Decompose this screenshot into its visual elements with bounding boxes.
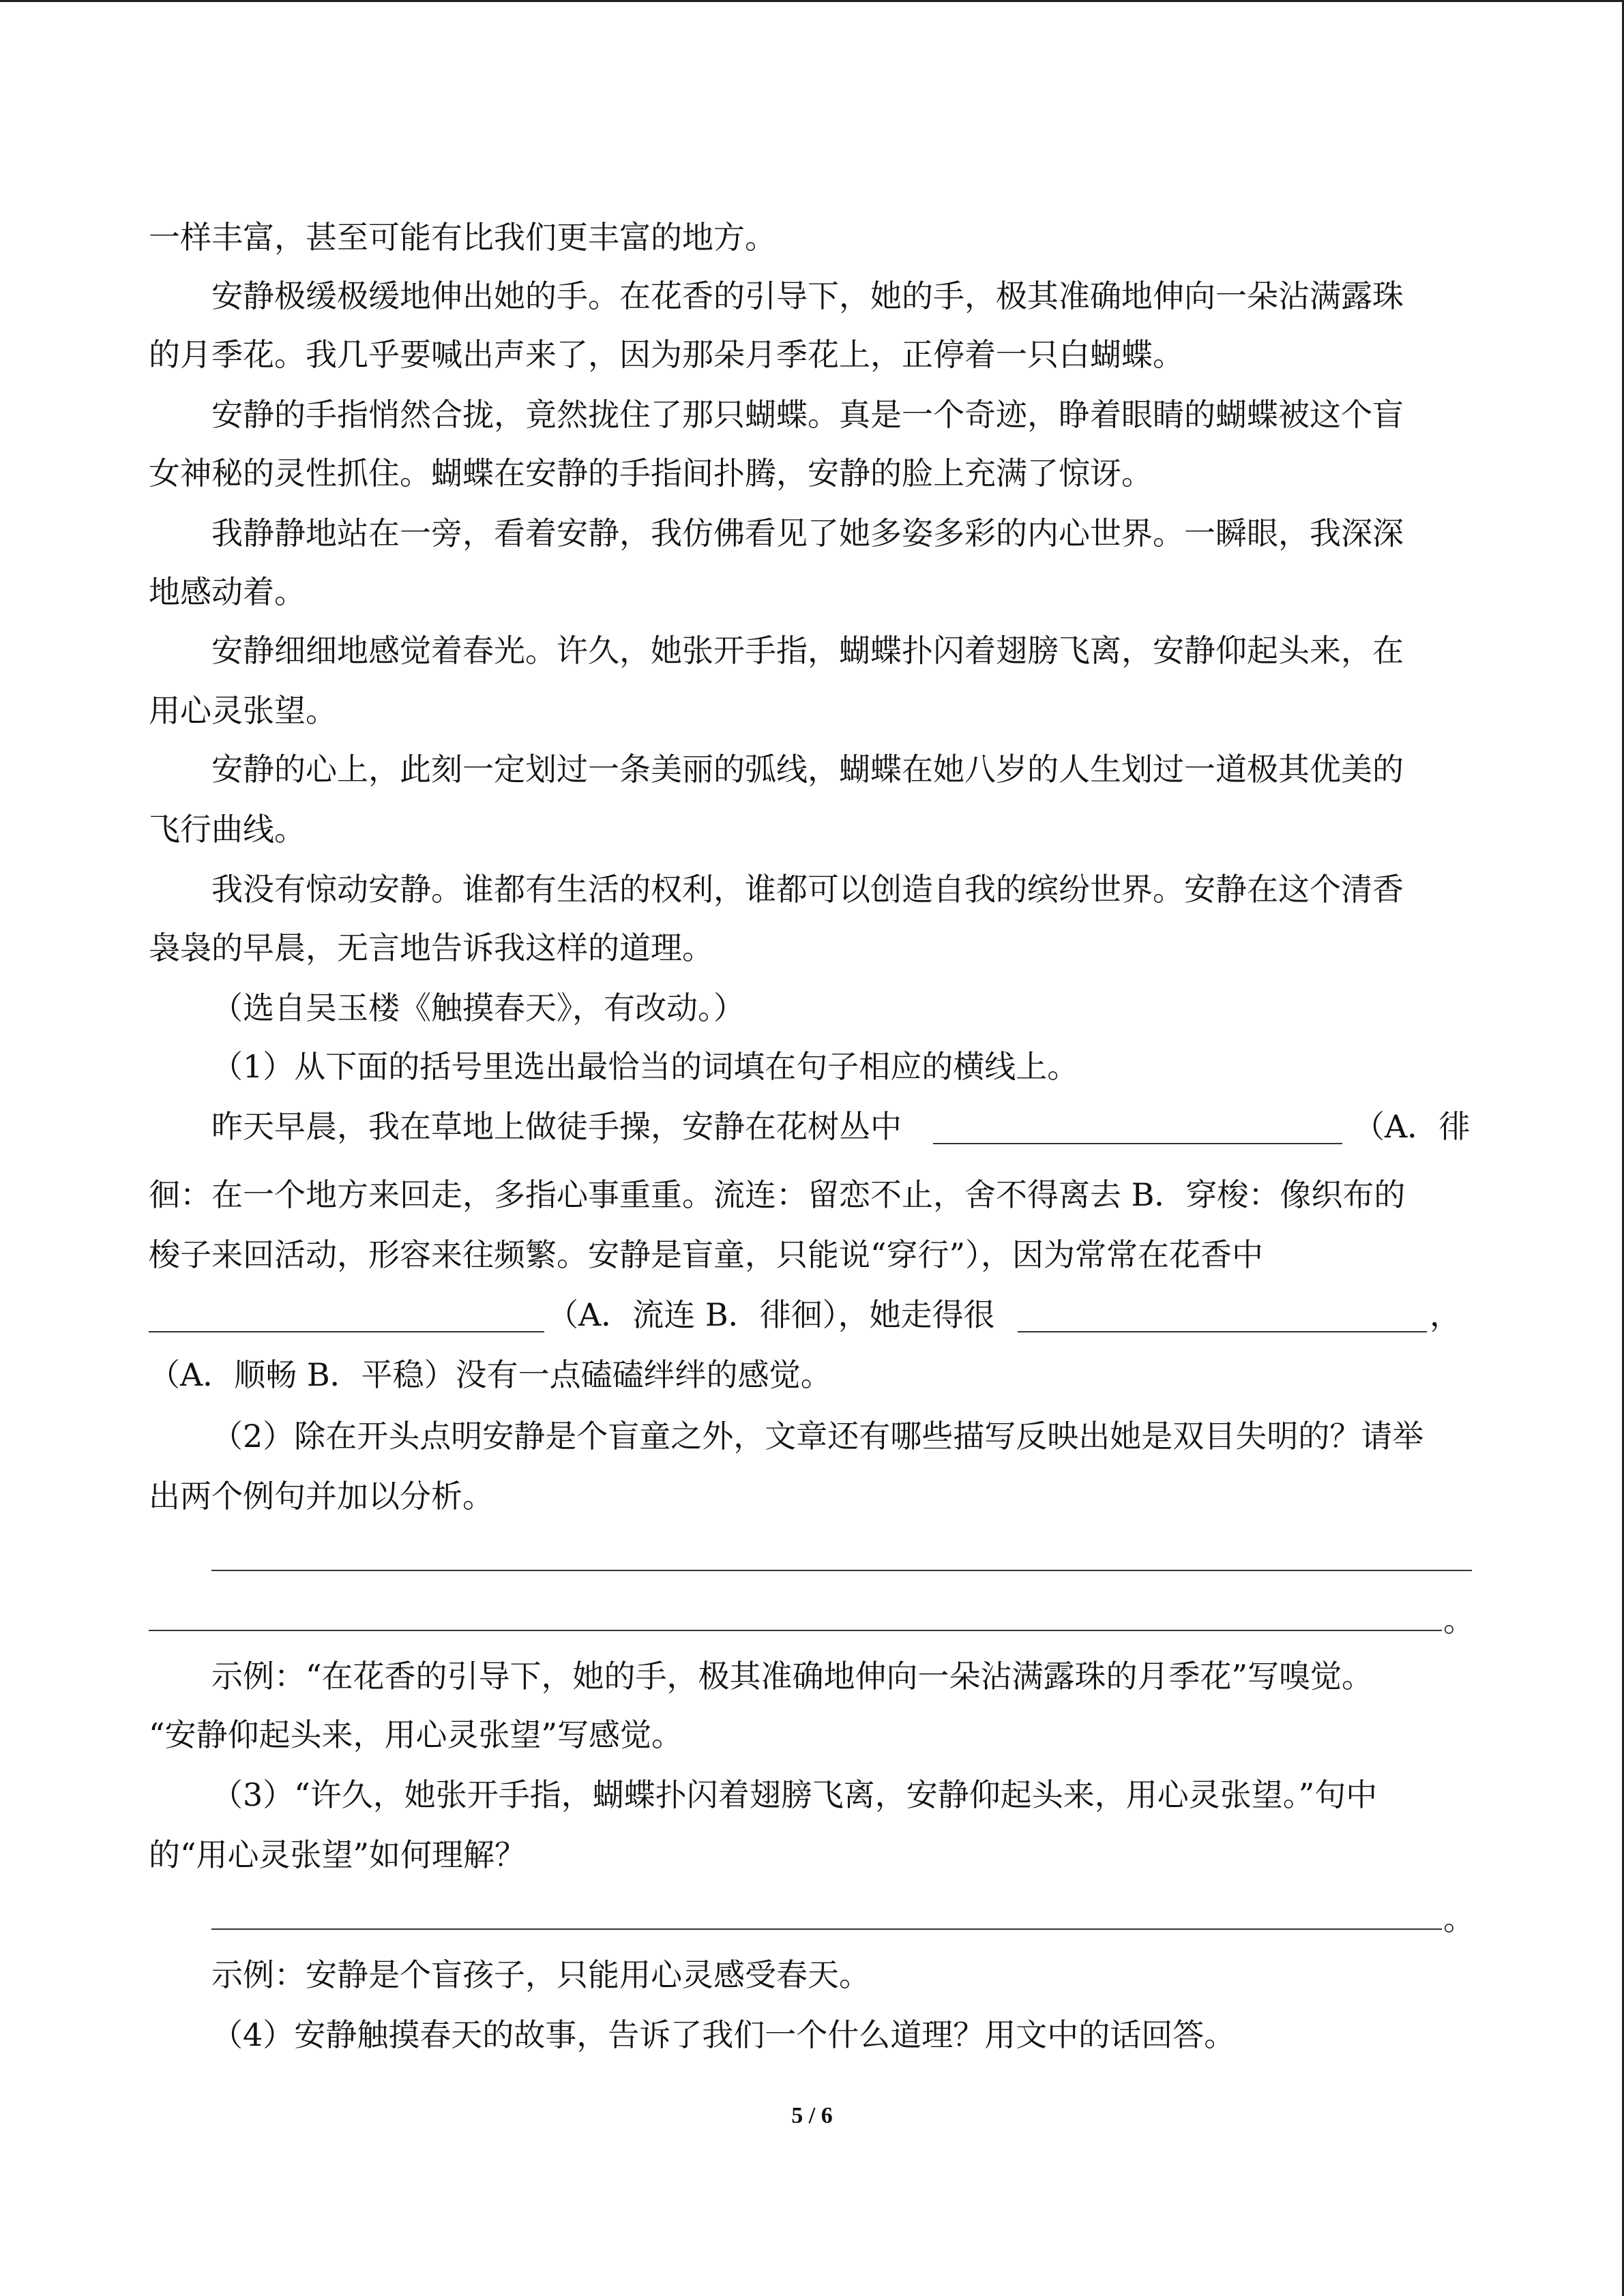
question-3-title: （3）“许久，她张开手指，蝴蝶扑闪着翅膀飞离，安静仰起头来，用心灵张望。”句中: [211, 1776, 1378, 1813]
text-line: 安静细细地感觉着春光。许久，她张开手指，蝴蝶扑闪着翅膀飞离，安静仰起头来，在: [211, 632, 1404, 669]
text-line: 的月季花。我几乎要喊出声来了，因为那朵月季花上，正停着一只白蝴蝶。: [149, 336, 1184, 373]
question-1-title: （1）从下面的括号里选出最恰当的词填在句子相应的横线上。: [211, 1048, 1079, 1085]
text-line: 安静的心上，此刻一定划过一条美丽的弧线，蝴蝶在她八岁的人生划过一道极其优美的: [211, 751, 1404, 788]
text-line: （A．徘: [1353, 1108, 1471, 1145]
answer-blank-3[interactable]: [1018, 1331, 1427, 1332]
text-line: 的“用心灵张望”如何理解？: [149, 1836, 527, 1873]
text-line: 徊：在一个地方来回走，多指心事重重。流连：留恋不止，舍不得离去 B．穿梭：像织布的: [149, 1176, 1406, 1213]
text-line: 出两个例句并加以分析。: [149, 1478, 494, 1515]
text-line: 我静静地站在一旁，看着安静，我仿佛看见了她多姿多彩的内心世界。一瞬眼，我深深: [211, 515, 1404, 552]
text-line: 安静极缓极缓地伸出她的手。在花香的引导下，她的手，极其准确地伸向一朵沾满露珠: [211, 278, 1404, 314]
page-number: 5 / 6: [791, 2103, 833, 2128]
text-line: 用心灵张望。: [149, 692, 337, 729]
sample-answer: 示例：“在花香的引导下，她的手，极其准确地伸向一朵沾满露珠的月季花”写嗅觉。: [211, 1658, 1374, 1695]
text-line: 昨天早晨，我在草地上做徒手操，安静在花树丛中: [211, 1108, 902, 1145]
end-period: 。: [1443, 1602, 1475, 1639]
answer-line[interactable]: [211, 1570, 1472, 1571]
text-line: ，: [1430, 1296, 1461, 1333]
text-line: 我没有惊动安静。谁都有生活的权利，谁都可以创造自我的缤纷世界。安静在这个清香: [211, 871, 1404, 908]
answer-line[interactable]: [149, 1630, 1442, 1631]
source-citation: （选自吴玉楼《触摸春天》，有改动。）: [211, 989, 745, 1026]
end-period: 。: [1443, 1900, 1475, 1937]
text-line: 飞行曲线。: [149, 811, 306, 848]
text-line: 梭子来回活动，形容来往频繁。安静是盲童，只能说“穿行”），因为常常在花香中: [149, 1236, 1264, 1273]
answer-blank-1[interactable]: [933, 1143, 1342, 1144]
text-line: 安静的手指悄然合拢，竟然拢住了那只蝴蝶。真是一个奇迹，睁着眼睛的蝴蝶被这个盲: [211, 396, 1404, 433]
question-2-title: （2）除在开头点明安静是个盲童之外，文章还有哪些描写反映出她是双目失明的？请举: [211, 1418, 1424, 1455]
question-4-title: （4）安静触摸春天的故事，告诉了我们一个什么道理？用文中的话回答。: [211, 2016, 1236, 2053]
sample-answer: 示例：安静是个盲孩子，只能用心灵感受春天。: [211, 1956, 870, 1993]
text-line: 袅袅的早晨，无言地告诉我这样的道理。: [149, 929, 713, 966]
sample-answer: “安静仰起头来，用心灵张望”写感觉。: [149, 1716, 683, 1753]
answer-line[interactable]: [211, 1928, 1442, 1930]
text-line: 女神秘的灵性抓住。蝴蝶在安静的手指间扑腾，安静的脸上充满了惊讶。: [149, 455, 1153, 492]
text-line: （A．流连 B．徘徊），她走得很: [547, 1296, 995, 1333]
text-line: 一样丰富，甚至可能有比我们更丰富的地方。: [149, 219, 776, 256]
text-line: （A．顺畅 B．平稳）没有一点磕磕绊绊的感觉。: [149, 1356, 832, 1393]
text-line: 地感动着。: [149, 573, 306, 610]
answer-blank-2[interactable]: [149, 1331, 544, 1332]
